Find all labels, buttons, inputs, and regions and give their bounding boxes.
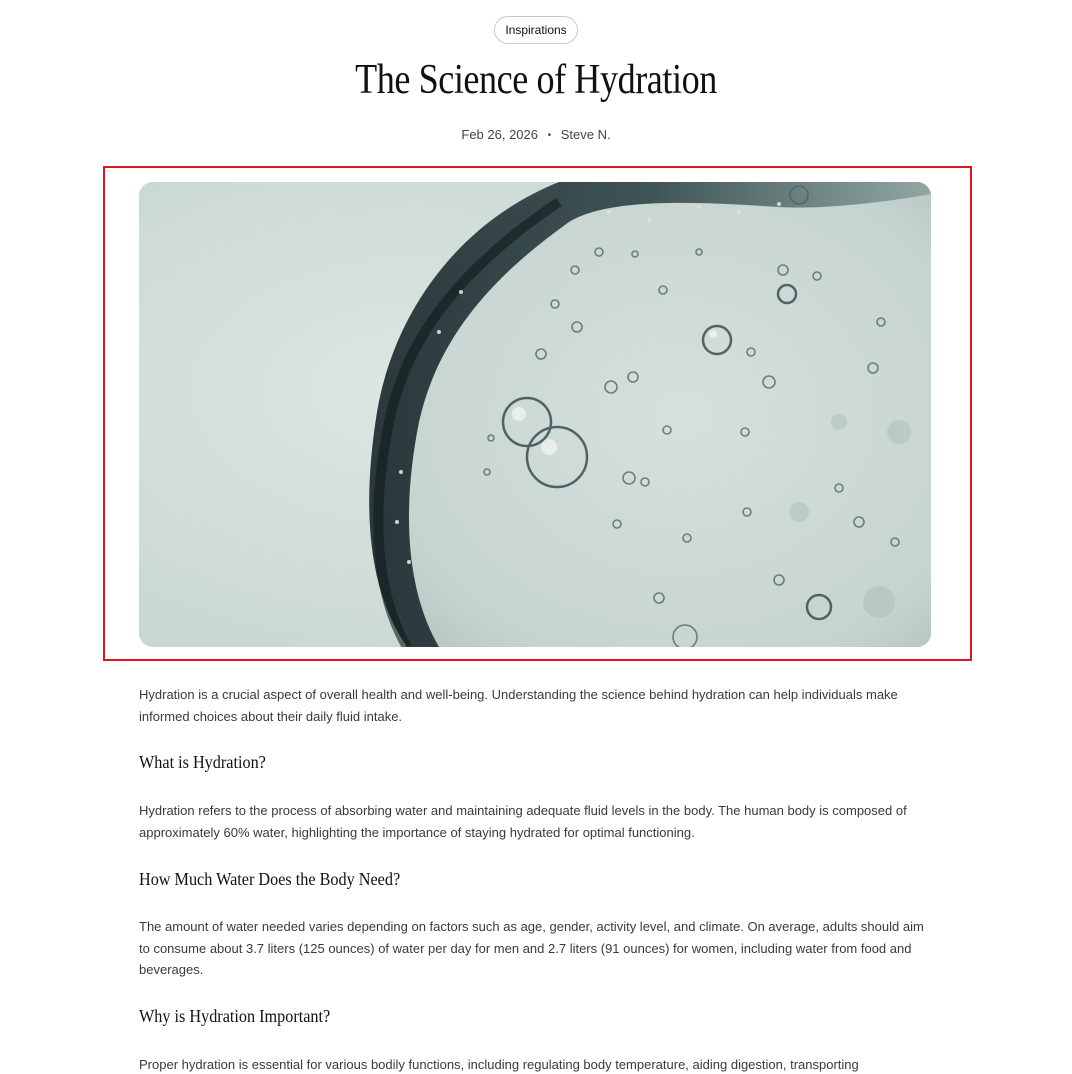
category-tag-wrapper <box>0 16 1072 44</box>
intro-paragraph: Hydration is a crucial aspect of overall health and well-being. Understanding the science behind hydration can help individuals make informed choices about their daily fluid intake. <box>139 687 898 724</box>
water-drop-bubbles-photo <box>139 182 931 647</box>
section-paragraph-how-much-water: The amount of water needed varies depending on factors such as age, gender, activity level, and climate. On average, adults should aim to consume about 3.7 liters (125 ounces) of water per day for men and 2.7 liters (91 ounces) for women, including water from food and beverages. <box>139 919 924 977</box>
hero-image <box>139 182 931 647</box>
article-author: Steve N. <box>560 127 611 142</box>
section-paragraph-what-is-hydration: Hydration refers to the process of absorbing water and maintaining adequate fluid levels in the body. The human body is composed of approximately 60% water, highlighting the importance of staying hydrated for optimal functioning. <box>139 803 907 840</box>
section-paragraph-why-important: Proper hydration is essential for various bodily functions, including regulating body temperature, aiding digestion, transporting <box>139 1057 859 1072</box>
article-title: The Science of Hydration <box>355 57 717 103</box>
meta-separator: • <box>547 130 552 141</box>
article-meta <box>0 127 1072 142</box>
section-heading-what-is-hydration: What is Hydration? <box>139 752 266 772</box>
section-heading-why-important: Why is Hydration Important? <box>139 1006 331 1026</box>
category-tag[interactable]: Inspirations <box>494 16 577 44</box>
article-date: Feb 26, 2026 <box>461 127 538 142</box>
section-heading-how-much-water: How Much Water Does the Body Need? <box>139 869 401 889</box>
